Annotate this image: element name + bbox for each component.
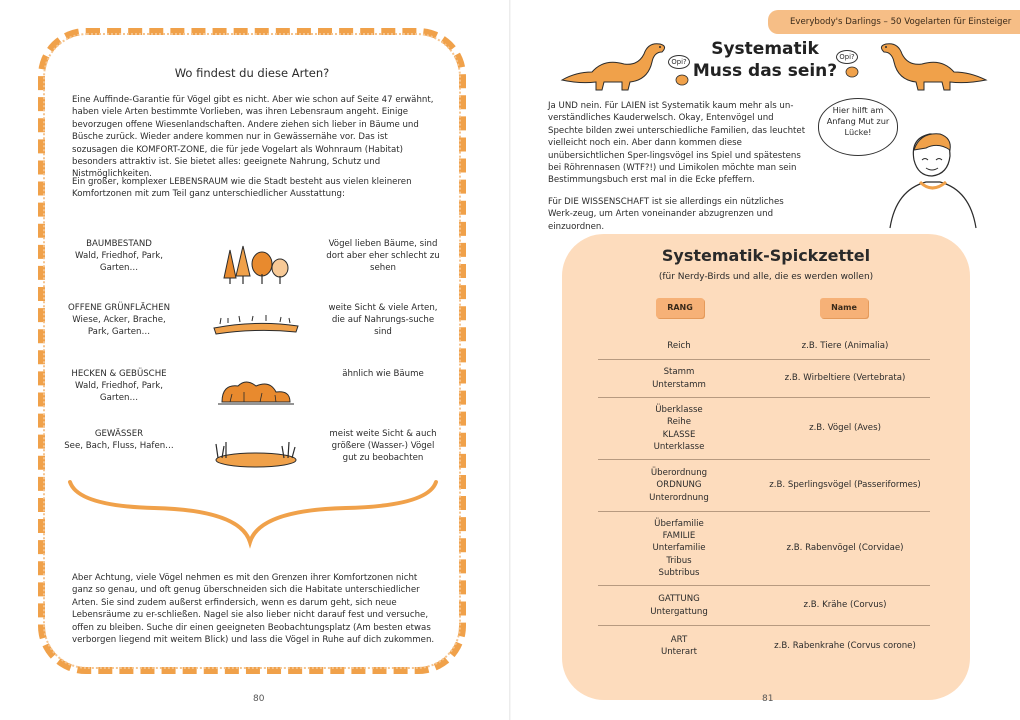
speech-bubble: Hier hilft am Anfang Mut zur Lücke! bbox=[818, 98, 898, 156]
rank-label: Untergattung bbox=[650, 606, 708, 617]
rank-label: FAMILIE bbox=[662, 531, 696, 542]
habitat-name bbox=[64, 238, 174, 275]
rank-label: Subtribus bbox=[658, 567, 700, 578]
name-cell: z.B. Wirbeltiere (Vertebrata) bbox=[784, 373, 906, 384]
rank-cell bbox=[598, 593, 760, 617]
habitat-description: weite Sicht & viele Arten, die auf Nahrungs-suche sind bbox=[328, 303, 438, 338]
habitat-title: OFFENE GRÜNFLÄCHEN bbox=[68, 303, 170, 313]
rank-label: Überfamilie bbox=[654, 518, 704, 529]
rank-cell bbox=[598, 518, 760, 579]
habitat-description: ähnlich wie Bäume bbox=[342, 369, 424, 379]
rank-label: Stamm bbox=[663, 367, 695, 378]
trees-icon bbox=[206, 238, 306, 288]
habitat-title: BAUMBESTAND bbox=[86, 239, 152, 249]
rank-cell bbox=[598, 634, 760, 658]
habitat-name bbox=[64, 302, 174, 339]
dinosaur-icon bbox=[870, 34, 990, 96]
name-cell: z.B. Vögel (Aves) bbox=[809, 423, 881, 434]
table-row bbox=[598, 626, 930, 666]
running-head: Everybody's Darlings – 50 Vogelarten für Einsteiger bbox=[768, 10, 1020, 34]
name-cell: z.B. Rabenkrahe (Corvus corone) bbox=[774, 640, 916, 651]
table-row bbox=[598, 360, 930, 398]
rank-label: ORDNUNG bbox=[656, 480, 702, 491]
rank-label: Unterordnung bbox=[649, 492, 709, 503]
rank-cell bbox=[598, 340, 760, 352]
rank-label: Tribus bbox=[666, 555, 692, 566]
opi-speech-bubble: Opi? bbox=[668, 55, 690, 69]
table-row bbox=[598, 398, 930, 460]
rank-label: Reich bbox=[667, 341, 691, 352]
rank-label: Unterart bbox=[660, 647, 698, 657]
rank-label: GATTUNG bbox=[658, 594, 700, 605]
column-header-rank: RANG bbox=[656, 298, 704, 318]
habitat-description: meist weite Sicht & auch größere (Wasser-) Vögel gut zu beobachten bbox=[329, 429, 437, 464]
habitat-examples: Wald, Friedhof, Park, Garten… bbox=[75, 381, 163, 404]
title-line: Muss das sein? bbox=[692, 61, 838, 81]
title-line: Systematik bbox=[711, 39, 819, 59]
name-cell: z.B. Sperlingsvögel (Passeriformes) bbox=[769, 480, 921, 491]
name-cell: z.B. Krähe (Corvus) bbox=[803, 600, 887, 611]
person-illustration bbox=[880, 120, 980, 230]
page-number-right: 81 bbox=[762, 694, 774, 704]
habitat-examples: Wiese, Acker, Brache, Park, Garten… bbox=[72, 315, 166, 338]
bushes-icon bbox=[206, 368, 306, 418]
habitat-name bbox=[64, 428, 174, 452]
rank-label: Unterfamilie bbox=[652, 543, 706, 554]
habitat-name bbox=[64, 368, 174, 405]
name-cell: z.B. Rabenvögel (Corvidae) bbox=[786, 543, 904, 554]
habitat-row bbox=[64, 302, 454, 358]
rank-label: Unterklasse bbox=[653, 441, 705, 452]
rank-label: Überklasse bbox=[655, 405, 703, 416]
habitat-row bbox=[64, 238, 454, 294]
table-row bbox=[598, 460, 930, 512]
rank-label: KLASSE bbox=[662, 429, 696, 440]
table-row bbox=[598, 512, 930, 586]
opi-speech-bubble: Opi? bbox=[836, 50, 858, 64]
rank-cell bbox=[598, 404, 760, 453]
science-paragraph: Für DIE WISSENSCHAFT ist sie allerdings ein nützliches Werk-zeug, um Arten voneinander abzugrenzen und einzuordnen. bbox=[548, 197, 784, 232]
intro-paragraph: Eine Auffinde-Garantie für Vögel gibt es nicht. Aber wie schon auf Seite 47 erwähnt, haben viele Arten bestimmte Vorlieben, was ihren Lebensraum angeht. Einige bevorzugen offene Wiesenlandschaften. Andere ziehen sich lieber in Bäume und Büsche zurück. Wieder andere kommen nur in Gewässernähe vor. Das ist sozusagen die KOMFORT-ZONE, die für jede Vogelart als Wohnraum (Habitat) besonders attraktiv ist. Sie bietet alles: geeignete Nahrung, Schutz und Nistmöglichkeiten. bbox=[72, 95, 434, 180]
page-number-left: 80 bbox=[253, 694, 265, 704]
city-paragraph: Ein großer, komplexer LEBENSRAUM wie die Stadt besteht aus vielen kleineren Komfortzonen mit zum Teil ganz unterschiedlicher Ausstattung: bbox=[72, 177, 412, 200]
rank-label: Unterstamm bbox=[652, 379, 706, 390]
habitat-examples: See, Bach, Fluss, Hafen… bbox=[64, 441, 174, 452]
table-row bbox=[598, 334, 930, 360]
table-row bbox=[598, 586, 930, 626]
habitat-row bbox=[64, 368, 454, 424]
name-cell: z.B. Tiere (Animalia) bbox=[801, 341, 889, 352]
systematik-paragraph: Ja UND nein. Für LAIEN ist Systematik kaum mehr als un-verständliches Kauderwelsch. Okay, Entenvögel und Spechte bilden zwei unterschiedliche Familien, das leuchtet vielleicht noch ein. Aber dann kommen diese unübersichtlichen Sper-lingsvögel ins Spiel und spätestens bei Röhrennasen (WTF?!) und Limikolen möchte man sein Bestimmungsbuch erst mal in die Ecke pfeffern. bbox=[548, 101, 806, 186]
rank-label: ART bbox=[670, 634, 688, 645]
left-page-title: Wo findest du diese Arten? bbox=[174, 66, 330, 80]
habitat-examples: Wald, Friedhof, Park, Garten… bbox=[75, 251, 163, 274]
cheatsheet-title: Systematik-Spickzettel bbox=[661, 246, 871, 265]
habitat-title: GEWÄSSER bbox=[94, 429, 144, 439]
column-header-name: Name bbox=[820, 298, 868, 318]
systematik-title bbox=[690, 38, 840, 82]
warning-paragraph: Aber Achtung, viele Vögel nehmen es mit den Grenzen ihrer Komfortzonen nicht ganz so genau, und oft genug überschneiden sich die Habitate unterschiedlicher Arten. Sie sind zudem außerst erfindersich, wenn es darum geht, sich neue Lebensräume zu er-schließen. Nagel sie also lieber nicht darauf fest und versuche, offen zu bleiben. Suche dir einen geeigneten Beobachtungsplatz (Am besten etwas verborgen liegend mit weitem Blick) und lass die Vögel in Ruhe auf dich zukommen. bbox=[72, 573, 435, 646]
rank-cell bbox=[598, 366, 760, 390]
book-gutter bbox=[509, 0, 511, 720]
cheatsheet-subtitle: (für Nerdy-Birds und alle, die es werden wollen) bbox=[658, 272, 874, 282]
rank-cell bbox=[598, 467, 760, 504]
habitat-description: Vögel lieben Bäume, sind dort aber eher schlecht zu sehen bbox=[326, 239, 440, 274]
dinosaur-icon bbox=[556, 36, 674, 94]
pond-icon bbox=[206, 428, 306, 478]
curly-brace-decoration bbox=[64, 476, 442, 550]
meadow-icon bbox=[206, 302, 306, 352]
habitat-title: HECKEN & GEBÜSCHE bbox=[71, 369, 167, 379]
rank-label: Überordnung bbox=[650, 468, 708, 479]
rank-label: Reihe bbox=[667, 417, 691, 428]
